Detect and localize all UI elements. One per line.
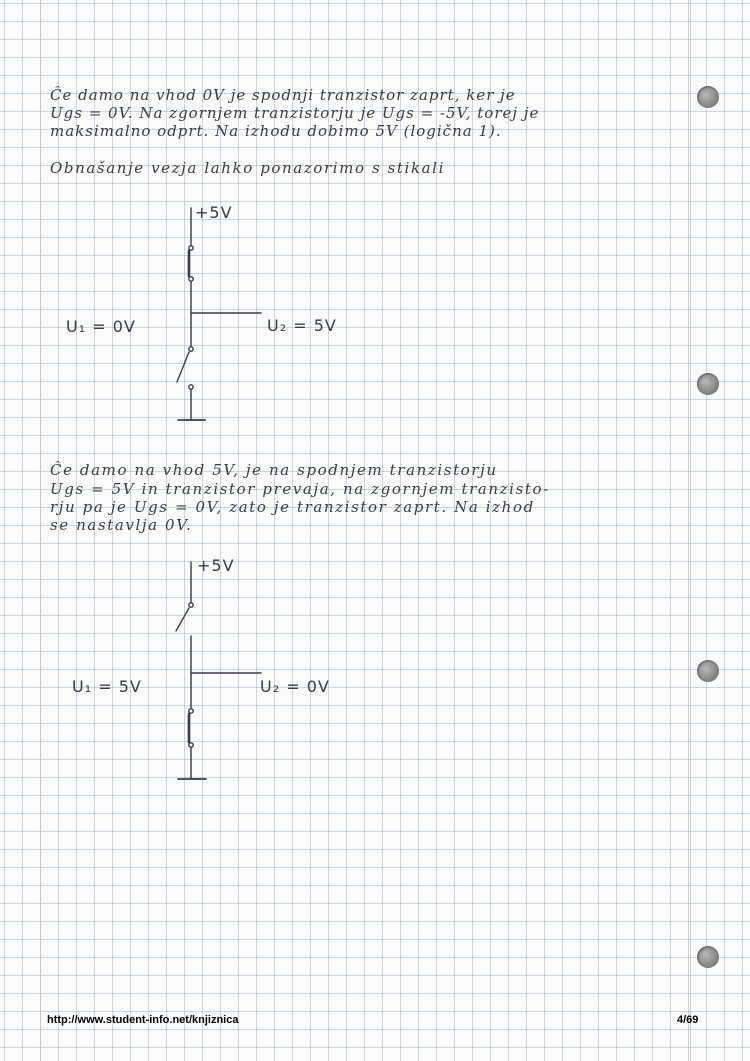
- circuit2-supply-label: +5V: [197, 556, 235, 575]
- paragraph3-line-1: Ĉe damo na vhod 5V, je na spodnjem tranzistorju: [50, 461, 498, 479]
- footer-url: http://www.student-info.net/knjiznica: [47, 1014, 239, 1026]
- paragraph1-line-3: maksimalno odprt. Na izhodu dobimo 5V (logična 1).: [50, 122, 502, 140]
- paragraph2-line: Obnašanje vezja lahko ponazorimo s stikali: [50, 159, 445, 177]
- circuit2-output-label: U₂ = 0V: [260, 677, 330, 696]
- circuit1-input-label: U₁ = 0V: [66, 317, 136, 336]
- circuit1-supply-label: +5V: [195, 203, 233, 222]
- circuit2-input-label: U₁ = 5V: [72, 677, 142, 696]
- paragraph1-line-1: Ĉe damo na vhod 0V je spodnji tranzistor zaprt, ker je: [50, 86, 516, 104]
- paragraph1-line-2: Ugs = 0V. Na zgornjem tranzistorju je Ugs = -5V, torej je: [50, 104, 540, 122]
- footer-page-number: 4/69: [677, 1014, 699, 1026]
- paragraph3-line-4: se nastavlja 0V.: [50, 516, 193, 534]
- paragraph3-line-2: Ugs = 5V in tranzistor prevaja, na zgornjem tranzisto-: [50, 480, 550, 498]
- paragraph3-line-3: rju pa je Ugs = 0V, zato je tranzistor zaprt. Na izhod: [50, 498, 535, 516]
- circuit1-output-label: U₂ = 5V: [267, 316, 337, 335]
